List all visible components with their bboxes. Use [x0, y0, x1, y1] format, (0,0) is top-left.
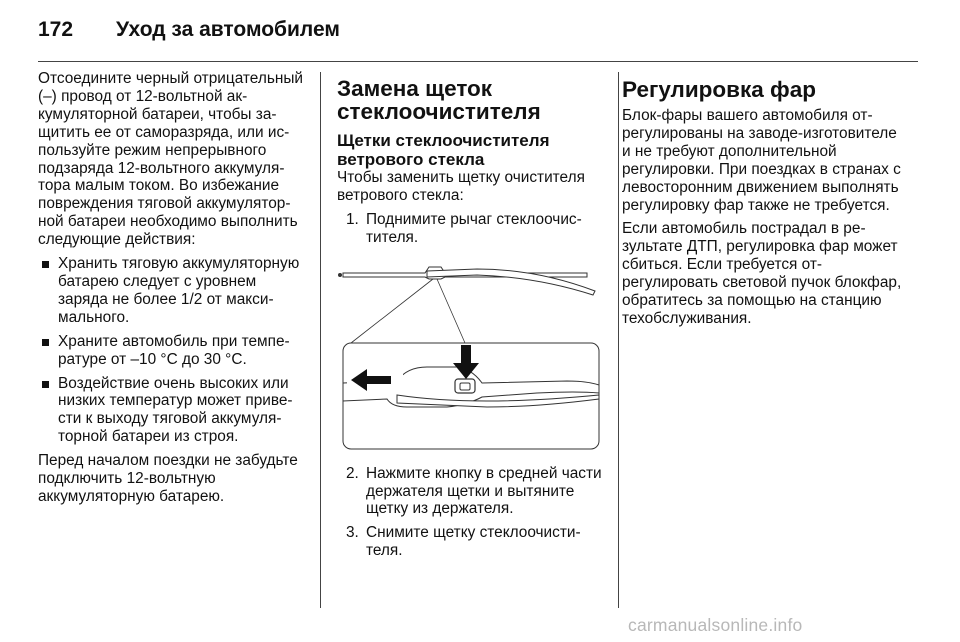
column-divider [618, 72, 619, 608]
watermark: carmanualsonline.info [628, 615, 803, 635]
battery-intro: Отсоедините черный отрицательный (–) провод от 12-вольтной аккумуляторной батареи, чтобы защитить ее от саморазряда, или используйте режим непрерывного подзаряда 12-вольтного аккумулятора малым током. Во избежание повреждения тяговой аккумуляторной батареи необходимо выполнить следующие действия: [38, 70, 303, 249]
column-wipers [337, 70, 605, 566]
list-item: 3. Снимите щетку стеклоочистителя. [346, 524, 581, 560]
headlight-para-1: Блок-фары вашего автомобиля отрегулированы на заводе-изготовителе и не требуют дополнительной регулировки. При поездках в странах с левосторонним движением выполнять регулировку фар также не требуется. [622, 107, 901, 214]
column-divider [320, 72, 321, 608]
header-divider [38, 61, 918, 62]
battery-outro: Перед началом поездки не забудьте подключить 12-вольтную аккумуляторную батарею. [38, 452, 298, 505]
battery-bullet-list [38, 255, 308, 446]
wiper-steps-2 [337, 465, 605, 561]
page-number: 172 [38, 18, 74, 41]
list-item: 1. Поднимите рычаг стеклоочистителя. [346, 210, 582, 246]
headlight-section-heading: Регулировка фар [622, 77, 816, 102]
list-item: Воздействие очень высоких или низких температур может привести к выходу тяговой аккумуляторной батареи из строя. [38, 375, 308, 447]
wiper-intro: Чтобы заменить щетку очистителя ветрового стекла: [337, 169, 585, 204]
wiper-blade-illustration [337, 255, 601, 451]
list-item: 2. Нажмите кнопку в средней части держателя щетки и вытяните щетку из держателя. [346, 464, 602, 518]
wiper-section-heading: Замена щеток стеклоочистителя [337, 76, 541, 124]
wiper-arm-overview [338, 267, 595, 295]
wiper-steps-1 [337, 211, 605, 247]
headlight-para-2: Если автомобиль пострадал в результате ДТП, регулировка фар может сбиться. Если требуется отрегулировать световой пучок блокфар, обратитесь за помощью на станцию техобслуживания. [622, 220, 902, 327]
bullet-square-icon [42, 339, 49, 346]
column-headlights [622, 70, 908, 334]
column-battery [38, 70, 308, 512]
list-item: Хранить тяговую аккумуляторную батарею следует с уровнем заряда не более 1/2 от максимального. [38, 255, 308, 327]
list-item: Храните автомобиль при температуре от –10 °C до 30 °C. [38, 333, 308, 369]
page-title: Уход за автомобилем [116, 18, 340, 41]
pull-left-arrow-icon [347, 367, 403, 393]
bullet-square-icon [42, 261, 49, 268]
page-header [38, 14, 918, 54]
wiper-subheading: Щетки стеклоочистителя ветрового стекла [337, 131, 550, 169]
bullet-square-icon [42, 381, 49, 388]
